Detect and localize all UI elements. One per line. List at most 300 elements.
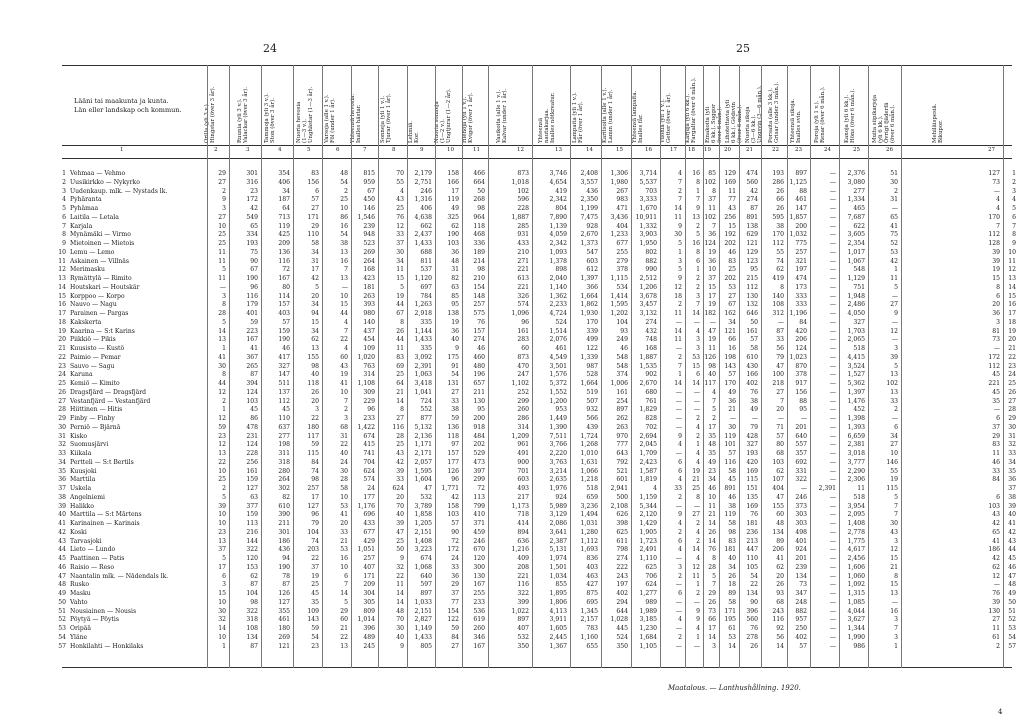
table-row (0, 581, 1024, 590)
table-cell: 146 (363, 205, 375, 212)
row-number: 15 (58, 292, 66, 300)
table-cell: 414 (517, 520, 529, 527)
table-cell: 521 (616, 467, 628, 475)
table-cell: 1,140 (549, 283, 567, 291)
table-cell: 19 (890, 476, 898, 484)
table-cell: 86 (340, 213, 348, 221)
table-cell: 45 (728, 476, 736, 484)
row-number: 28 (58, 406, 66, 414)
table-cell: 58 (728, 598, 736, 606)
column-header (572, 73, 584, 143)
table-cell: 1,905 (639, 528, 657, 536)
table-cell: 16 (340, 222, 348, 230)
column-number: 9 (420, 147, 424, 153)
table-cell: 144 (246, 537, 258, 545)
footer-caption: Maatalous. — Lanthushållning. 1920. (668, 684, 801, 692)
table-cell: 552 (420, 406, 432, 414)
column-header-line: Varsoja (alle 1 v.). (324, 94, 330, 143)
table-cell: 612 (586, 266, 598, 274)
table-cell: 267 (616, 187, 628, 195)
table-cell: 108 (772, 301, 784, 309)
table-cell: 40 (708, 371, 716, 379)
table-cell: 85 (708, 170, 716, 177)
table-cell: 1,703 (847, 327, 865, 335)
table-cell: 983 (616, 196, 628, 204)
row-number: 47 (58, 572, 66, 580)
table-cell: — (693, 406, 700, 414)
table-cell: 157 (278, 301, 290, 309)
table-cell: — (829, 248, 836, 256)
table-cell: 3,129 (549, 511, 567, 519)
table-cell: 805 (420, 642, 432, 650)
table-row (0, 608, 1024, 617)
table-cell: 25 (692, 485, 700, 492)
table-row (0, 555, 1024, 564)
table-cell: 1,334 (847, 196, 865, 204)
table-cell: 11 (708, 205, 716, 212)
table-cell: 243 (772, 607, 784, 615)
table-cell: 96 (451, 476, 459, 484)
row-number: 10 (58, 248, 66, 256)
table-cell: 263 (363, 292, 375, 300)
table-cell: 116 (517, 581, 529, 589)
table-cell: 14 (396, 598, 404, 606)
row-number-right: 36 (1008, 476, 1016, 484)
table-cell: 1,950 (639, 240, 657, 247)
table-cell: 423 (363, 275, 375, 282)
table-cell: 989 (645, 598, 657, 606)
table-cell: 42 (992, 520, 1000, 527)
table-cell: — (829, 537, 836, 545)
table-cell: 7 (696, 301, 700, 309)
table-cell: 703 (645, 187, 657, 195)
table-cell: 5 (894, 283, 898, 291)
table-cell: 43 (340, 362, 348, 370)
table-cell: 76 (477, 318, 485, 326)
table-cell: 41 (340, 511, 348, 519)
table-cell: 65 (992, 528, 1000, 536)
table-cell: 25 (340, 196, 348, 204)
column-header-line: Mehiläispesiä. (932, 103, 938, 143)
table-cell: 264 (278, 476, 290, 484)
table-cell: — (829, 572, 836, 580)
table-cell: 688 (420, 248, 432, 256)
table-cell: 325 (447, 213, 459, 221)
table-cell: 198 (724, 353, 736, 361)
table-cell: 117 (307, 432, 319, 440)
municipality-name: Masku (70, 590, 91, 597)
table-cell: 27 (728, 292, 736, 300)
table-cell: 41 (250, 345, 258, 352)
table-cell: 6 (696, 257, 700, 265)
table-cell: 4 (696, 327, 700, 335)
table-cell: 959 (363, 178, 375, 186)
column-number: 23 (795, 147, 802, 153)
table-cell: 130 (473, 397, 485, 405)
table-cell: 677 (616, 240, 628, 247)
municipality-name: Suomusjärvi (70, 441, 109, 449)
column-header-line: Kalvar (under 1 år). (502, 88, 508, 143)
municipality-name: Karuna (70, 371, 93, 379)
table-cell: — (829, 266, 836, 274)
table-cell: 76 (396, 213, 404, 221)
table-cell: 873 (517, 170, 529, 177)
table-cell: 3 (894, 633, 898, 641)
table-cell: 397 (473, 467, 485, 475)
column-header-line: Inalles får. (638, 114, 644, 143)
table-cell: 167 (473, 642, 485, 650)
table-cell: — (829, 301, 836, 309)
row-number-right: 16 (1008, 301, 1016, 309)
table-row (0, 214, 1024, 223)
table-cell: 3,333 (639, 196, 657, 204)
table-cell: 118 (307, 380, 319, 387)
table-cell: 20 (311, 292, 319, 300)
table-cell: 873 (517, 353, 529, 361)
table-cell: — (693, 502, 700, 510)
table-cell: 68 (340, 423, 348, 431)
table-cell: 41 (776, 555, 784, 562)
table-row (0, 240, 1024, 249)
top-rule (62, 65, 1012, 66)
municipality-name: Kuusjoki (70, 467, 97, 475)
table-cell: 134 (772, 528, 784, 536)
table-cell: 257 (307, 485, 319, 492)
table-cell: 169 (724, 178, 736, 186)
table-cell: 547 (586, 248, 598, 256)
column-number: 20 (724, 147, 731, 153)
table-cell: 964 (473, 213, 485, 221)
table-row (0, 275, 1024, 284)
table-cell: 636 (517, 537, 529, 545)
table-cell: 447 (746, 546, 758, 554)
table-cell: 393 (363, 301, 375, 309)
table-cell: — (693, 397, 700, 405)
table-cell: — (829, 292, 836, 300)
table-cell: 60 (521, 345, 529, 352)
table-cell: 724 (420, 397, 432, 405)
table-cell: 2,108 (610, 502, 628, 510)
table-cell: 1,120 (414, 275, 432, 282)
table-cell: 30 (890, 520, 898, 527)
table-cell: 87 (282, 581, 290, 589)
table-cell: 58 (311, 240, 319, 247)
row-number: 8 (62, 231, 66, 239)
table-cell: 31 (890, 196, 898, 204)
table-cell: 1,033 (414, 598, 432, 606)
table-cell: 29 (992, 432, 1000, 440)
table-cell: 305 (363, 598, 375, 606)
table-cell: 613 (517, 275, 529, 282)
table-cell: 1,684 (639, 633, 657, 641)
table-cell: — (891, 598, 898, 606)
table-cell: 169 (746, 467, 758, 475)
table-cell: 463 (586, 572, 598, 580)
table-cell: 73 (992, 336, 1000, 344)
table-cell: 836 (586, 555, 598, 562)
table-cell: 537 (420, 266, 432, 274)
table-cell: 2 (894, 406, 898, 414)
table-cell: 1,501 (549, 563, 567, 571)
table-cell: 1,115 (610, 275, 628, 282)
table-cell: 2 (696, 283, 700, 291)
table-cell: — (829, 546, 836, 554)
table-cell: 804 (555, 205, 567, 212)
table-cell: 611 (616, 537, 628, 545)
table-cell: 119 (724, 432, 736, 440)
table-row (0, 398, 1024, 407)
table-cell: 110 (746, 555, 758, 562)
table-cell: 1,200 (549, 397, 567, 405)
table-cell: 213 (746, 537, 758, 545)
column-number: 14 (586, 147, 593, 153)
table-cell: 322 (795, 476, 807, 484)
table-cell: 1,316 (414, 196, 432, 204)
table-cell: 40 (396, 511, 404, 519)
table-cell: 4 (696, 528, 700, 536)
table-cell: 171 (307, 213, 319, 221)
table-cell: 83 (992, 441, 1000, 449)
table-cell: 126 (278, 590, 290, 597)
table-cell: 181 (746, 520, 758, 527)
row-number-right: 37 (1008, 485, 1016, 492)
table-cell: — (829, 336, 836, 344)
column-header (602, 73, 614, 143)
table-cell: 3,789 (414, 502, 432, 510)
table-cell: — (829, 476, 836, 484)
table-cell: 96 (250, 283, 258, 291)
table-cell: 1,552 (549, 388, 567, 396)
table-cell: 38 (776, 222, 784, 230)
table-cell: 47 (776, 493, 784, 501)
table-cell: 12 (218, 415, 226, 422)
table-cell: 5,344 (639, 502, 657, 510)
table-cell: 76 (992, 590, 1000, 597)
table-cell: 180 (307, 423, 319, 431)
table-cell: — (829, 213, 836, 221)
table-cell: 6 (678, 537, 682, 545)
table-cell: 84 (451, 633, 459, 641)
municipality-name: Uusikirkko — Nykyrko (70, 178, 140, 186)
table-cell: 1,397 (847, 388, 865, 396)
table-cell: 35 (708, 432, 716, 440)
table-cell: 1,159 (639, 493, 657, 501)
table-cell: 2,941 (610, 485, 628, 492)
table-cell: 331 (795, 467, 807, 475)
table-cell: 179 (246, 301, 258, 309)
table-cell: 22 (218, 458, 226, 466)
table-cell: — (751, 415, 758, 422)
table-cell: 70 (396, 616, 404, 624)
table-cell: 1 (696, 266, 700, 274)
table-cell: 20 (396, 493, 404, 501)
table-cell: 1,605 (549, 625, 567, 632)
table-cell: 11 (857, 485, 865, 492)
table-cell: 657 (473, 380, 485, 387)
table-cell: 44 (396, 336, 404, 344)
table-cell: 124 (246, 441, 258, 449)
column-header-line: Ston (över 3 år). (270, 98, 276, 143)
table-cell: 46 (728, 493, 736, 501)
table-cell: 43 (728, 205, 736, 212)
table-cell: 21 (340, 537, 348, 545)
table-cell: — (675, 598, 682, 606)
table-cell: 560 (746, 616, 758, 624)
table-cell: 60 (340, 616, 348, 624)
table-cell: 211 (278, 520, 290, 527)
column-header (380, 73, 392, 143)
table-cell: 491 (517, 450, 529, 457)
table-cell: 228 (517, 205, 529, 212)
table-cell: 855 (555, 581, 567, 589)
table-cell: — (993, 581, 1000, 589)
table-cell: 312 (772, 310, 784, 317)
table-cell: 419 (772, 275, 784, 282)
column-header-line: Unghästar (1—3 år). (308, 86, 314, 143)
table-cell: 4,638 (414, 213, 432, 221)
table-cell: 107 (772, 476, 784, 484)
table-cell: 26 (776, 205, 784, 212)
table-cell: — (829, 205, 836, 212)
column-header-line: Karitsoita (alle 1 v.). (602, 87, 608, 143)
table-cell: 659 (586, 493, 598, 501)
table-cell: 474 (746, 170, 758, 177)
municipality-name: Merimasku (70, 266, 105, 274)
table-cell: 47 (708, 327, 716, 335)
table-cell: 94 (282, 555, 290, 562)
table-cell: 4 (996, 205, 1000, 212)
row-number: 38 (58, 493, 66, 501)
table-cell: 11 (708, 502, 716, 510)
table-cell: 214 (473, 257, 485, 265)
row-number-right: 5 (1012, 205, 1016, 212)
table-cell: 27 (890, 301, 898, 309)
table-cell: 33 (992, 467, 1000, 475)
table-cell: 118 (447, 432, 459, 440)
table-cell: 158 (447, 170, 459, 177)
table-cell: 419 (555, 187, 567, 195)
row-number-right: 52 (1008, 616, 1016, 624)
table-cell: 233 (473, 598, 485, 606)
table-cell: 14 (708, 520, 716, 527)
table-cell: 116 (772, 616, 784, 624)
table-cell: 98 (728, 528, 736, 536)
table-cell: — (709, 318, 716, 326)
table-cell: 10 (340, 388, 348, 396)
table-cell: 57 (750, 336, 758, 344)
table-cell: 44 (340, 310, 348, 317)
table-cell: 704 (363, 458, 375, 466)
table-cell: 3 (996, 318, 1000, 326)
table-cell: 40 (311, 371, 319, 379)
table-cell: 10 (218, 520, 226, 527)
table-cell: 54 (750, 572, 758, 580)
table-cell: 518 (853, 493, 865, 501)
table-cell: — (993, 345, 1000, 352)
table-cell: 333 (795, 292, 807, 300)
table-cell: 202 (724, 240, 736, 247)
table-cell: 1,724 (580, 432, 598, 440)
table-cell: 473 (473, 458, 485, 466)
table-cell: 13 (311, 345, 319, 352)
table-row (0, 616, 1024, 625)
table-cell: 428 (746, 432, 758, 440)
table-cell: 882 (795, 607, 807, 615)
table-cell: 286 (517, 415, 529, 422)
table-cell: 798 (616, 546, 628, 554)
column-number: 26 (886, 147, 893, 153)
table-cell: 1,067 (847, 257, 865, 265)
table-cell: 30 (728, 423, 736, 431)
table-cell: 8 (222, 371, 226, 379)
table-cell: 6 (678, 590, 682, 597)
table-cell: 22 (396, 572, 404, 580)
table-cell: 480 (473, 362, 485, 370)
table-cell: 151 (746, 485, 758, 492)
table-cell: 15 (218, 590, 226, 597)
municipality-name: Rusko (70, 581, 90, 589)
table-cell: 102 (517, 187, 529, 195)
table-cell: 97 (451, 441, 459, 449)
table-cell: 11 (674, 213, 682, 221)
table-cell: 57 (311, 196, 319, 204)
table-cell: 216 (246, 528, 258, 536)
table-cell: — (829, 187, 836, 195)
row-number-right: 3 (1012, 187, 1016, 195)
column-header (538, 73, 556, 143)
table-cell: 95 (451, 301, 459, 309)
table-cell: 532 (420, 493, 432, 501)
table-cell: 932 (586, 406, 598, 414)
table-cell: 274 (473, 336, 485, 344)
table-cell: 432 (645, 327, 657, 335)
row-number-right: 30 (1008, 423, 1016, 431)
table-cell: 2,778 (847, 528, 865, 536)
table-cell: — (829, 607, 836, 615)
table-cell: 121 (724, 327, 736, 335)
table-cell: — (829, 257, 836, 265)
table-cell: 12 (890, 327, 898, 335)
table-cell: 2 (678, 572, 682, 580)
table-cell: 17 (708, 625, 716, 632)
column-header-line: Lamm (under 1 år). (608, 89, 614, 143)
column-header-line: Bikupor. (938, 120, 944, 143)
column-header-line: över 6 mån.). (717, 106, 723, 143)
table-cell: 11 (674, 336, 682, 344)
table-cell: 4,059 (549, 231, 567, 239)
table-cell: 26 (750, 642, 758, 650)
table-cell: 2 (996, 642, 1000, 650)
table-cell: 500 (616, 493, 628, 501)
table-cell: 34 (708, 476, 716, 484)
row-number-right: 45 (1008, 555, 1016, 562)
table-cell: 112 (278, 397, 290, 405)
table-cell: 283 (517, 336, 529, 344)
row-number: 37 (58, 485, 66, 492)
table-cell: 41 (340, 380, 348, 387)
table-row (0, 485, 1024, 494)
table-cell: 2,381 (847, 441, 865, 449)
table-cell: 696 (363, 511, 375, 519)
table-cell: 445 (616, 625, 628, 632)
table-cell: 1,139 (549, 222, 567, 230)
table-row (0, 441, 1024, 450)
row-number-right: 19 (1008, 327, 1016, 335)
table-cell: 1,476 (847, 397, 865, 405)
table-cell: 566 (586, 415, 598, 422)
table-cell: 350 (616, 642, 628, 650)
table-cell: 1,051 (357, 546, 375, 554)
